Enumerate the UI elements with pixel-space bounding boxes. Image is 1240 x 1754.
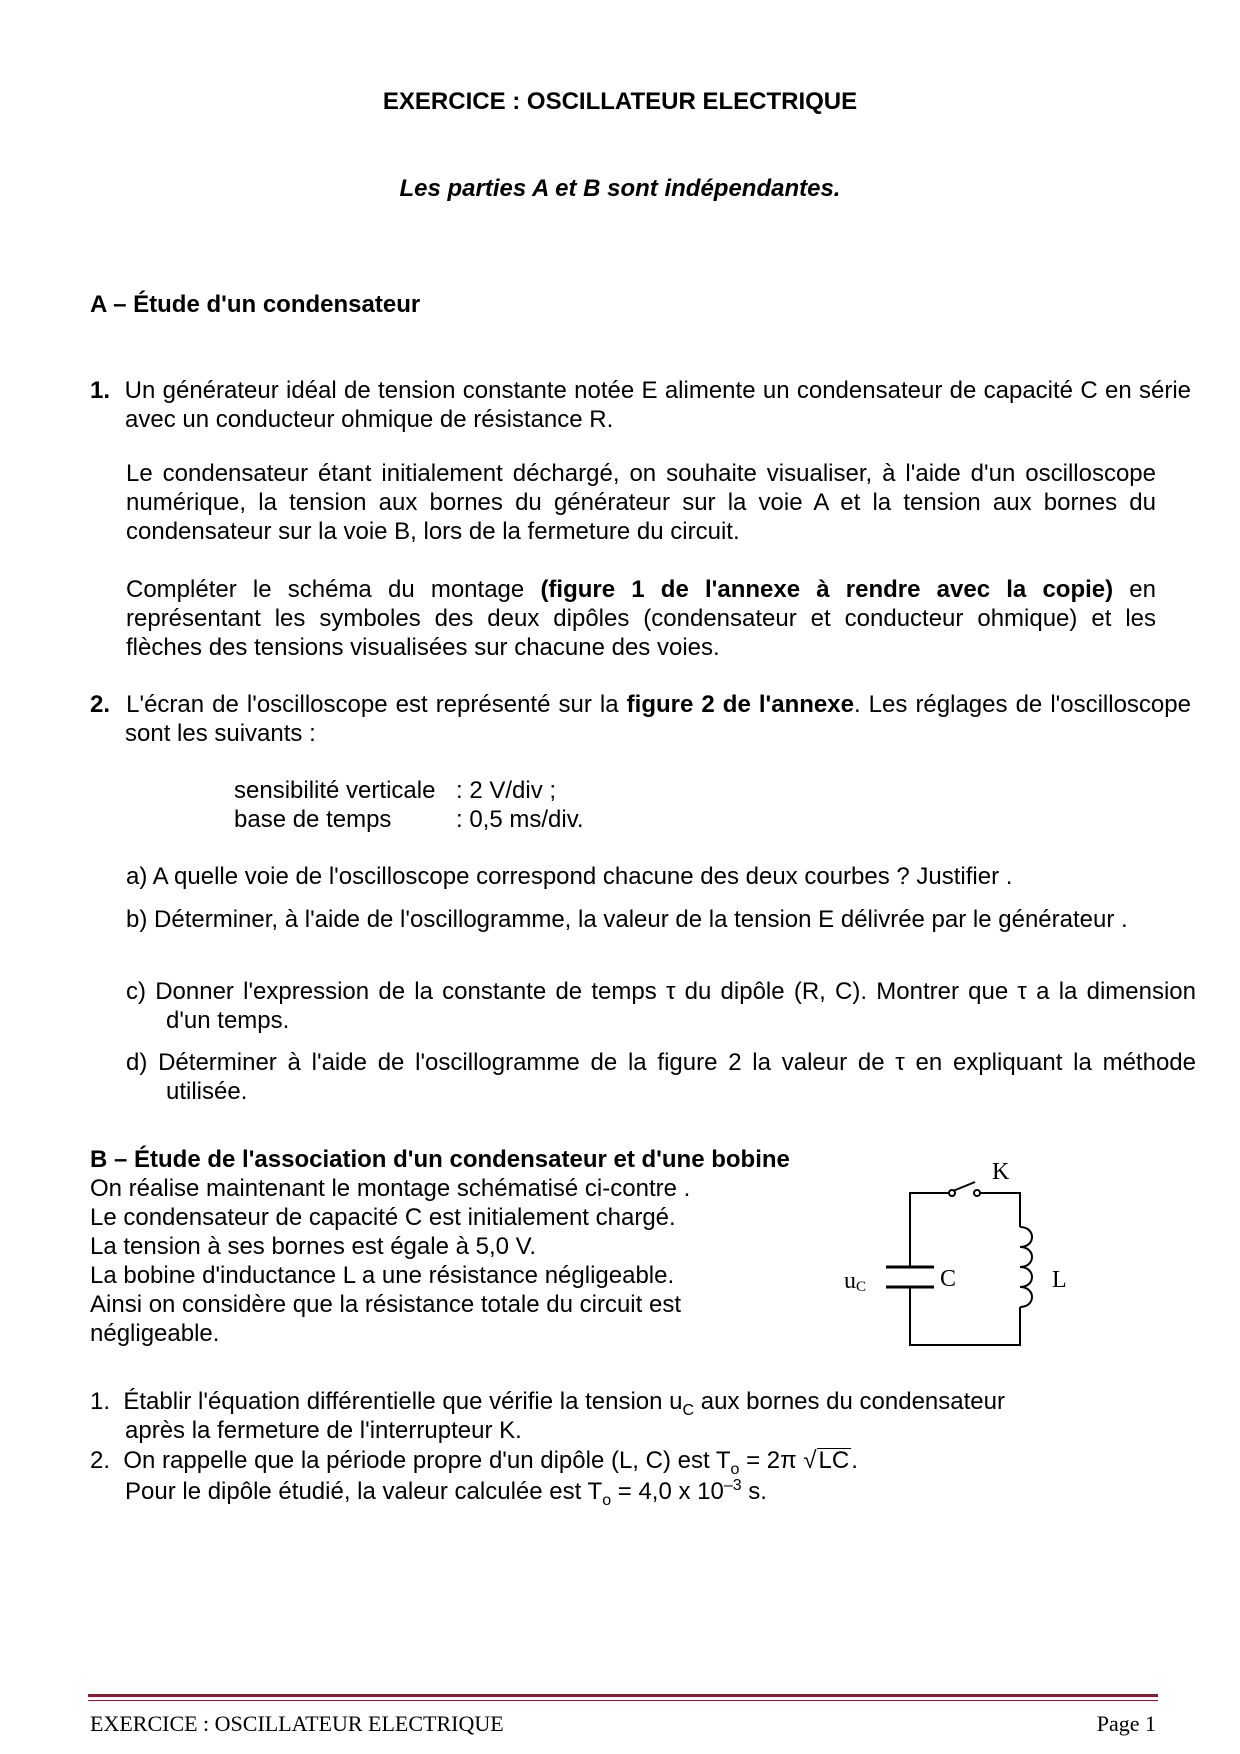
part-b-line-4: La bobine d'inductance L a une résistance négligeable. [90,1262,675,1289]
label-l: L [1052,1267,1067,1293]
subscript: o [602,1491,612,1509]
sub-question-b: b) Déterminer, à l'aide de l'oscillogramme, la valeur de la tension E délivrée par le générateur . [126,906,1128,933]
paragraph-text: en représentant les symboles des deux dipôles (condensateur et conducteur ohmique) et les flèches des tensions visualisées sur chacune des voies. [126,576,1157,661]
setting-sensitivity-label: sensibilité verticale [234,777,436,804]
part-a-q1-paragraph-2: Le condensateur étant initialement déchargé, on souhaite visualiser, à l'aide d'un oscilloscope numérique, la tension aux bornes du générateur sur la voie A et la tension aux bornes du condensateur sur la voie B, lors de la fermeture du circuit. [126,460,1156,545]
wire-bottom [910,1287,1020,1345]
figure-reference: figure 2 de l'annexe [626,691,854,718]
part-b-heading: B – Étude de l'association d'un condensateur et d'une bobine [90,1146,790,1173]
question-number: 2. [90,1447,111,1474]
label-u: u [844,1268,856,1294]
footer-page-number: Page 1 [1096,1711,1156,1736]
label-c: C [940,1266,957,1292]
equation-text: = 2π [739,1447,804,1474]
question-number: 1. [90,1388,111,1415]
wire-right-top [980,1193,1020,1227]
part-b-line-1: On réalise maintenant le montage schématisé ci-contre . [90,1175,691,1202]
footer-title: EXERCICE : OSCILLATEUR ELECTRIQUE [90,1711,504,1736]
part-b-question-1 [90,1388,1005,1420]
sub-question-a: a) A quelle voie de l'oscilloscope correspond chacune des deux courbes ? Justifier . [126,863,1013,890]
sub-question-d: d) Déterminer à l'aide de l'oscillogramme de la figure 2 la valeur de τ en expliquant la méthode utilisée. [126,1049,1196,1105]
question-number: 2. [90,691,111,718]
part-b-line-2: Le condensateur de capacité C est initialement chargé. [90,1204,676,1231]
superscript: –3 [723,1477,742,1494]
page-subtitle: Les parties A et B sont indépendantes. [399,175,841,202]
part-b-line-3: La tension à ses bornes est égale à 5,0 V. [90,1233,537,1260]
switch-contact-right [974,1190,980,1196]
page-title: EXERCICE : OSCILLATEUR ELECTRIQUE [382,88,858,115]
part-a-question-2 [90,690,1191,748]
setting-sensitivity-value: : 2 V/div ; [456,777,557,804]
question-text: . Les réglages de l'oscilloscope sont les suivants : [125,691,1191,747]
sub-question-c: c) Donner l'expression de la constante de temps τ du dipôle (R, C). Montrer que τ a la dimension d'un temps. [126,978,1196,1034]
part-b-question-1-line-2: après la fermeture de l'interrupteur K. [125,1417,522,1444]
part-b-line-6: négligeable. [90,1320,220,1347]
question-number: 1. [90,377,111,404]
paragraph-text: Compléter le schéma du montage [126,576,541,603]
figure-reference: (figure 1 de l'annexe à rendre avec la copie) [540,576,1114,603]
subscript: o [730,1460,740,1478]
footer-rule-thick [88,1694,1158,1697]
footer-rule-thin [88,1700,1158,1701]
lc-circuit-diagram [840,1155,1090,1355]
part-a-question-1 [90,376,1191,434]
equation-text: s. [741,1478,767,1505]
part-b-question-2: 2. On rappelle que la période propre d'un dipôle (L, C) est $T_o = 2\pi$ √LC. [90,1447,858,1478]
equation-text: = 4,0 x 10 [611,1478,724,1505]
label-u-subscript: C [856,1279,867,1295]
part-b-line-5: Ainsi on considère que la résistance totale du circuit est [90,1291,681,1318]
question-text: Établir l'équation différentielle que vérifie la tension u [123,1388,683,1415]
subscript: C [682,1401,695,1419]
setting-timebase-value: : 0,5 ms/div. [456,806,584,833]
label-uc [844,1268,866,1295]
question-text: aux bornes du condensateur [694,1388,1005,1415]
setting-timebase-label: base de temps [234,806,392,833]
question-text: Pour le dipôle étudié, la valeur calculée est T [125,1478,603,1505]
wire-left-top [910,1193,949,1267]
inductor-coil [1020,1227,1032,1307]
label-k: K [992,1159,1010,1185]
equation-text: . [851,1447,858,1474]
sqrt-radicand: LC [818,1447,850,1474]
switch-blade [953,1182,975,1191]
question-text: L'écran de l'oscilloscope est représenté sur la [126,691,627,718]
question-text: On rappelle que la période propre d'un dipôle (L, C) est T [123,1447,731,1474]
part-a-q1-paragraph-3 [126,575,1156,662]
question-text: Un générateur idéal de tension constante notée E alimente un condensateur de capacité C en série avec un conducteur ohmique de résistance R. [124,377,1191,433]
part-b-question-2-line-2 [125,1477,767,1510]
part-a-heading: A – Étude d'un condensateur [90,291,421,318]
